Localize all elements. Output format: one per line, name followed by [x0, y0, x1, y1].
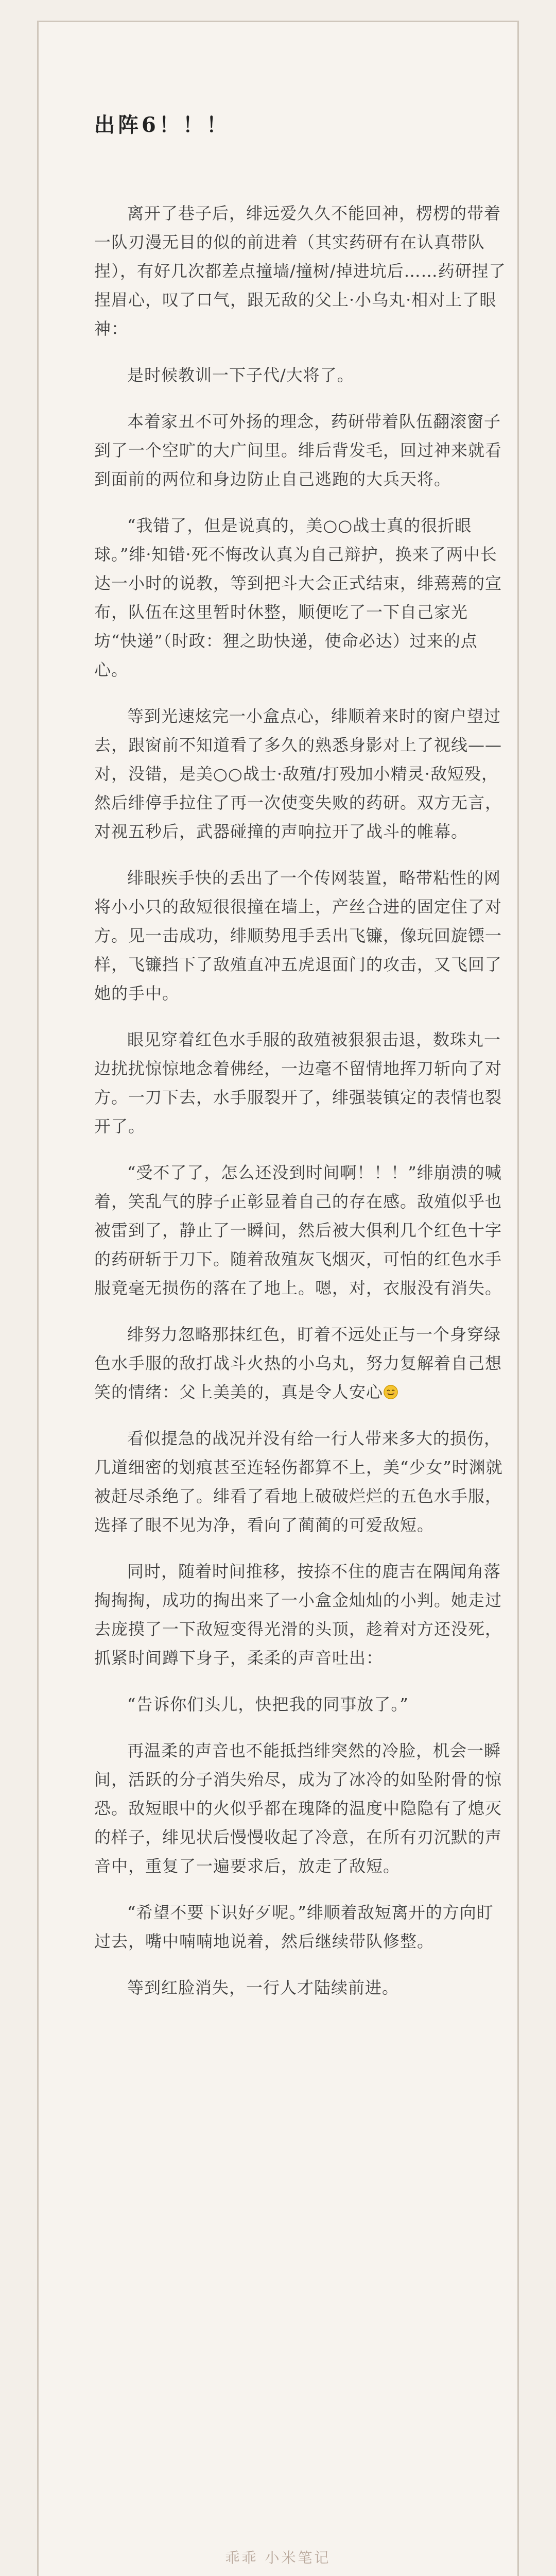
paragraph-14: “希望不要下识好歹呢。”绯顺着敌短离开的方向盯过去，嘴中喃喃地说着，然后继续带队修整。 — [94, 1903, 494, 1951]
paragraph-9 — [94, 1320, 506, 1406]
paragraph-6: 绯眼疾手快的丢出了一个传网装置，略带粘性的网将小小只的敌短很很撞在墙上，产丝合进的固定住了对方。见一击成功，绯顺势甩手丢出飞镰，像玩回旋镖一样，飞镰挡下了敌殖直冲五虎退面门的攻击，又飞回了她的手中。 — [94, 868, 502, 1003]
paragraph-13: 再温柔的声音也不能抵挡绯突然的冷脸，机会一瞬间，活跃的分子消失殆尽，成为了冰冷的如坠附骨的惊恐。敌短眼中的火似乎都在瑰降的温度中隐隐有了熄灭的样子，绯见状后慢慢收起了冷意，在所有刃沉默的声音中，重复了一遍要求后，放走了敌短。 — [94, 1741, 502, 1876]
paragraph-12: “告诉你们头儿，快把我的同事放了。” — [127, 1694, 409, 1714]
document-page — [37, 21, 519, 2576]
paragraph-15: 等到红脸消失，一行人才陆续前进。 — [127, 1978, 399, 1997]
paragraph-11: 同时，随着时间推移，按捺不住的鹿吉在隅闻角落掏掏掏，成功的掏出来了一小盒金灿灿的小判。她走过去庞摸了一下敌短变得光滑的头顶，趁着对方还没死，抓紧时间蹲下身子，柔柔的声音吐出： — [94, 1562, 502, 1668]
paragraph-4: “我错了，但是说真的，美○○战士真的很折眼球。”绯·知错·死不悔改认真为自己辩护，换来了两中长达一小时的说教，等到把斗大会正式结束，绯蔫蔫的宣布，队伍在这里暂时休整，顺便吃了一下自己家光坊“快递”（时政：狸之助快递，使命必达）过来的点心。 — [94, 516, 502, 680]
paragraph-9-text: 绯努力忽略那抹红色，盯着不远处正与一个身穿绿色水手服的敌打战斗火热的小乌丸，努力复解着自己想笑的情绪：父上美美的，真是令人安心 — [94, 1325, 502, 1402]
paragraph-8: “受不了了，怎么还没到时间啊！！！”绯崩溃的喊着，笑乱气的脖子正彰显着自己的存在感。敌殖似乎也被雷到了，静止了一瞬间，然后被大俱利几个红色十字的药研斩于刀下。随着敌殖灰飞烟灭，可怕的红色水手服竟毫无损伤的落在了地上。嗯，对，衣服没有消失。 — [94, 1163, 502, 1298]
paragraph-7: 眼见穿着红色水手服的敌殖被狠狠击退，数珠丸一边扰扰惊惊地念着佛经，一边毫不留情地挥刀斩向了对方。一刀下去，水手服裂开了，绯强装镇定的表情也裂开了。 — [94, 1030, 502, 1136]
paragraph-10: 看似提急的战况并没有给一行人带来多大的损伤，几道细密的划痕甚至连轻伤都算不上，美“少女”时渊就被赶尽杀绝了。绯看了看地上破破烂烂的五色水手服，选择了眼不见为净，看向了蔺蔺的可爱敌短。 — [94, 1429, 503, 1535]
smiling-face-emoji — [383, 1384, 398, 1400]
footer-signature: 乖乖 小米笔记 — [225, 2549, 331, 2566]
paragraph-1: 离开了巷子后，绯远爱久久不能回神，楞楞的带着一队刃漫无目的似的前进着（其实药研有在认真带队捏），有好几次都差点撞墙/撞树/掉进坑后……药研捏了捏眉心，叹了口气，跟无敌的父上·小乌丸·相对上了眼神： — [94, 204, 506, 338]
paragraph-2: 是时候教训一下子代/大将了。 — [127, 365, 354, 385]
page-title: 出阵6！！！ — [94, 113, 230, 137]
document-body — [94, 109, 506, 2020]
paragraph-3: 本着家丑不可外扬的理念，药研带着队伍翻滚窗子到了一个空旷的大广间里。绯后背发毛，回过神来就看到面前的两位和身边防止自己逃跑的大兵天将。 — [94, 412, 502, 489]
paragraph-5: 等到光速炫完一小盒点心，绯顺着来时的窗户望过去，跟窗前不知道看了多久的熟悉身影对上了视线——对，没错，是美○○战士·敌殖/打殁加小精灵·敌短殁，然后绯停手拉住了再一次使变失败的药研。双方无言，对视五秒后，武器碰撞的声响拉开了战斗的帷幕。 — [94, 706, 502, 841]
